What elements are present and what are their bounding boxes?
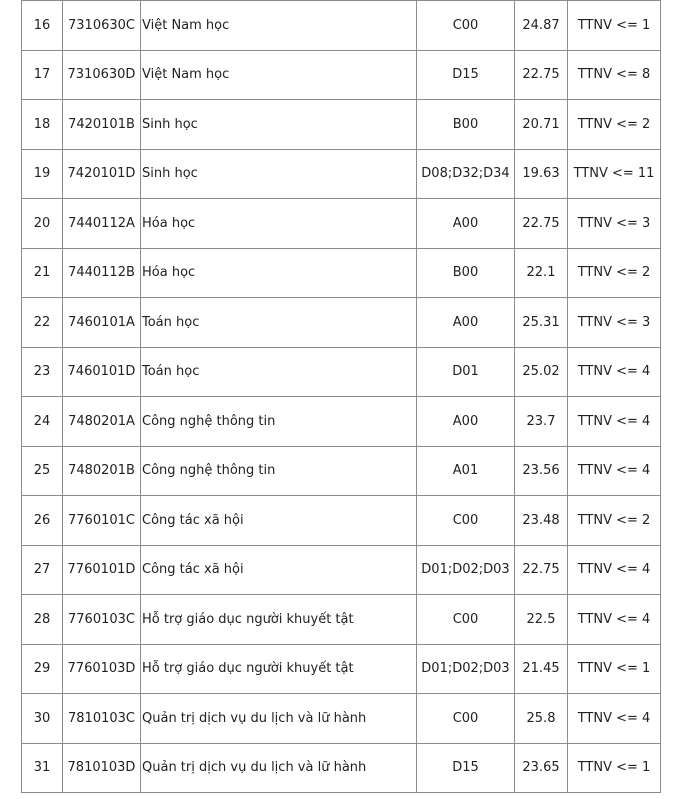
- subject-combination-cell: D15: [417, 743, 515, 793]
- cutoff-score-cell: 25.8: [515, 694, 568, 744]
- cutoff-score-cell: 23.48: [515, 496, 568, 546]
- major-code-cell: 7480201B: [63, 446, 141, 496]
- subject-combination-cell: D01: [417, 347, 515, 397]
- priority-condition-cell: TTNV <= 4: [568, 397, 661, 447]
- table-row: [22, 199, 661, 249]
- major-code-cell: 7420101B: [63, 100, 141, 150]
- major-code-cell: 7310630C: [63, 1, 141, 51]
- table-row: [22, 496, 661, 546]
- table-row: [22, 743, 661, 793]
- priority-condition-cell: TTNV <= 1: [568, 644, 661, 694]
- major-name-cell: Toán học: [141, 298, 417, 348]
- table-row: [22, 347, 661, 397]
- major-code-cell: 7460101A: [63, 298, 141, 348]
- priority-condition-cell: TTNV <= 8: [568, 50, 661, 100]
- subject-combination-cell: D15: [417, 50, 515, 100]
- subject-combination-cell: D08;D32;D34: [417, 149, 515, 199]
- major-name-cell: Quản trị dịch vụ du lịch và lữ hành: [141, 743, 417, 793]
- table-row: [22, 100, 661, 150]
- row-number-cell: 17: [22, 50, 63, 100]
- table-row: [22, 545, 661, 595]
- row-number-cell: 21: [22, 248, 63, 298]
- major-name-cell: Việt Nam học: [141, 1, 417, 51]
- subject-combination-cell: C00: [417, 694, 515, 744]
- subject-combination-cell: A00: [417, 199, 515, 249]
- cutoff-score-cell: 22.1: [515, 248, 568, 298]
- cutoff-score-cell: 22.5: [515, 595, 568, 645]
- cutoff-score-cell: 19.63: [515, 149, 568, 199]
- major-code-cell: 7810103C: [63, 694, 141, 744]
- priority-condition-cell: TTNV <= 2: [568, 248, 661, 298]
- subject-combination-cell: A00: [417, 298, 515, 348]
- major-name-cell: Công nghệ thông tin: [141, 397, 417, 447]
- subject-combination-cell: C00: [417, 496, 515, 546]
- subject-combination-cell: A00: [417, 397, 515, 447]
- major-code-cell: 7760103D: [63, 644, 141, 694]
- subject-combination-cell: B00: [417, 100, 515, 150]
- priority-condition-cell: TTNV <= 4: [568, 595, 661, 645]
- subject-combination-cell: D01;D02;D03: [417, 545, 515, 595]
- major-code-cell: 7420101D: [63, 149, 141, 199]
- table-row: [22, 248, 661, 298]
- priority-condition-cell: TTNV <= 4: [568, 545, 661, 595]
- row-number-cell: 22: [22, 298, 63, 348]
- row-number-cell: 19: [22, 149, 63, 199]
- table-row: [22, 149, 661, 199]
- priority-condition-cell: TTNV <= 1: [568, 743, 661, 793]
- row-number-cell: 31: [22, 743, 63, 793]
- cutoff-score-cell: 22.75: [515, 199, 568, 249]
- table-row: [22, 644, 661, 694]
- cutoff-score-cell: 25.31: [515, 298, 568, 348]
- cutoff-score-cell: 20.71: [515, 100, 568, 150]
- row-number-cell: 27: [22, 545, 63, 595]
- major-code-cell: 7760101D: [63, 545, 141, 595]
- row-number-cell: 18: [22, 100, 63, 150]
- cutoff-score-cell: 23.7: [515, 397, 568, 447]
- row-number-cell: 24: [22, 397, 63, 447]
- major-name-cell: Công tác xã hội: [141, 496, 417, 546]
- table-row: [22, 397, 661, 447]
- cutoff-score-cell: 23.65: [515, 743, 568, 793]
- major-code-cell: 7760101C: [63, 496, 141, 546]
- priority-condition-cell: TTNV <= 4: [568, 694, 661, 744]
- table-row: [22, 1, 661, 51]
- subject-combination-cell: D01;D02;D03: [417, 644, 515, 694]
- major-code-cell: 7440112B: [63, 248, 141, 298]
- row-number-cell: 26: [22, 496, 63, 546]
- table-row: [22, 694, 661, 744]
- row-number-cell: 16: [22, 1, 63, 51]
- row-number-cell: 25: [22, 446, 63, 496]
- major-code-cell: 7810103D: [63, 743, 141, 793]
- major-name-cell: Hóa học: [141, 248, 417, 298]
- priority-condition-cell: TTNV <= 3: [568, 298, 661, 348]
- subject-combination-cell: A01: [417, 446, 515, 496]
- major-name-cell: Công tác xã hội: [141, 545, 417, 595]
- priority-condition-cell: TTNV <= 3: [568, 199, 661, 249]
- major-name-cell: Sinh học: [141, 100, 417, 150]
- cutoff-score-cell: 22.75: [515, 50, 568, 100]
- major-name-cell: Hỗ trợ giáo dục người khuyết tật: [141, 644, 417, 694]
- major-code-cell: 7480201A: [63, 397, 141, 447]
- row-number-cell: 23: [22, 347, 63, 397]
- priority-condition-cell: TTNV <= 1: [568, 1, 661, 51]
- row-number-cell: 30: [22, 694, 63, 744]
- major-code-cell: 7310630D: [63, 50, 141, 100]
- subject-combination-cell: C00: [417, 1, 515, 51]
- major-name-cell: Sinh học: [141, 149, 417, 199]
- table-row: [22, 595, 661, 645]
- admission-score-table: [21, 0, 661, 793]
- major-name-cell: Việt Nam học: [141, 50, 417, 100]
- major-name-cell: Toán học: [141, 347, 417, 397]
- cutoff-score-cell: 25.02: [515, 347, 568, 397]
- cutoff-score-cell: 23.56: [515, 446, 568, 496]
- row-number-cell: 28: [22, 595, 63, 645]
- major-name-cell: Hóa học: [141, 199, 417, 249]
- major-name-cell: Hỗ trợ giáo dục người khuyết tật: [141, 595, 417, 645]
- table-row: [22, 50, 661, 100]
- major-code-cell: 7440112A: [63, 199, 141, 249]
- subject-combination-cell: B00: [417, 248, 515, 298]
- major-name-cell: Quản trị dịch vụ du lịch và lữ hành: [141, 694, 417, 744]
- priority-condition-cell: TTNV <= 11: [568, 149, 661, 199]
- row-number-cell: 20: [22, 199, 63, 249]
- table-body: [22, 1, 661, 793]
- major-code-cell: 7460101D: [63, 347, 141, 397]
- priority-condition-cell: TTNV <= 2: [568, 100, 661, 150]
- table-row: [22, 446, 661, 496]
- cutoff-score-cell: 24.87: [515, 1, 568, 51]
- major-code-cell: 7760103C: [63, 595, 141, 645]
- priority-condition-cell: TTNV <= 2: [568, 496, 661, 546]
- row-number-cell: 29: [22, 644, 63, 694]
- priority-condition-cell: TTNV <= 4: [568, 347, 661, 397]
- subject-combination-cell: C00: [417, 595, 515, 645]
- major-name-cell: Công nghệ thông tin: [141, 446, 417, 496]
- table-row: [22, 298, 661, 348]
- cutoff-score-cell: 21.45: [515, 644, 568, 694]
- priority-condition-cell: TTNV <= 4: [568, 446, 661, 496]
- cutoff-score-cell: 22.75: [515, 545, 568, 595]
